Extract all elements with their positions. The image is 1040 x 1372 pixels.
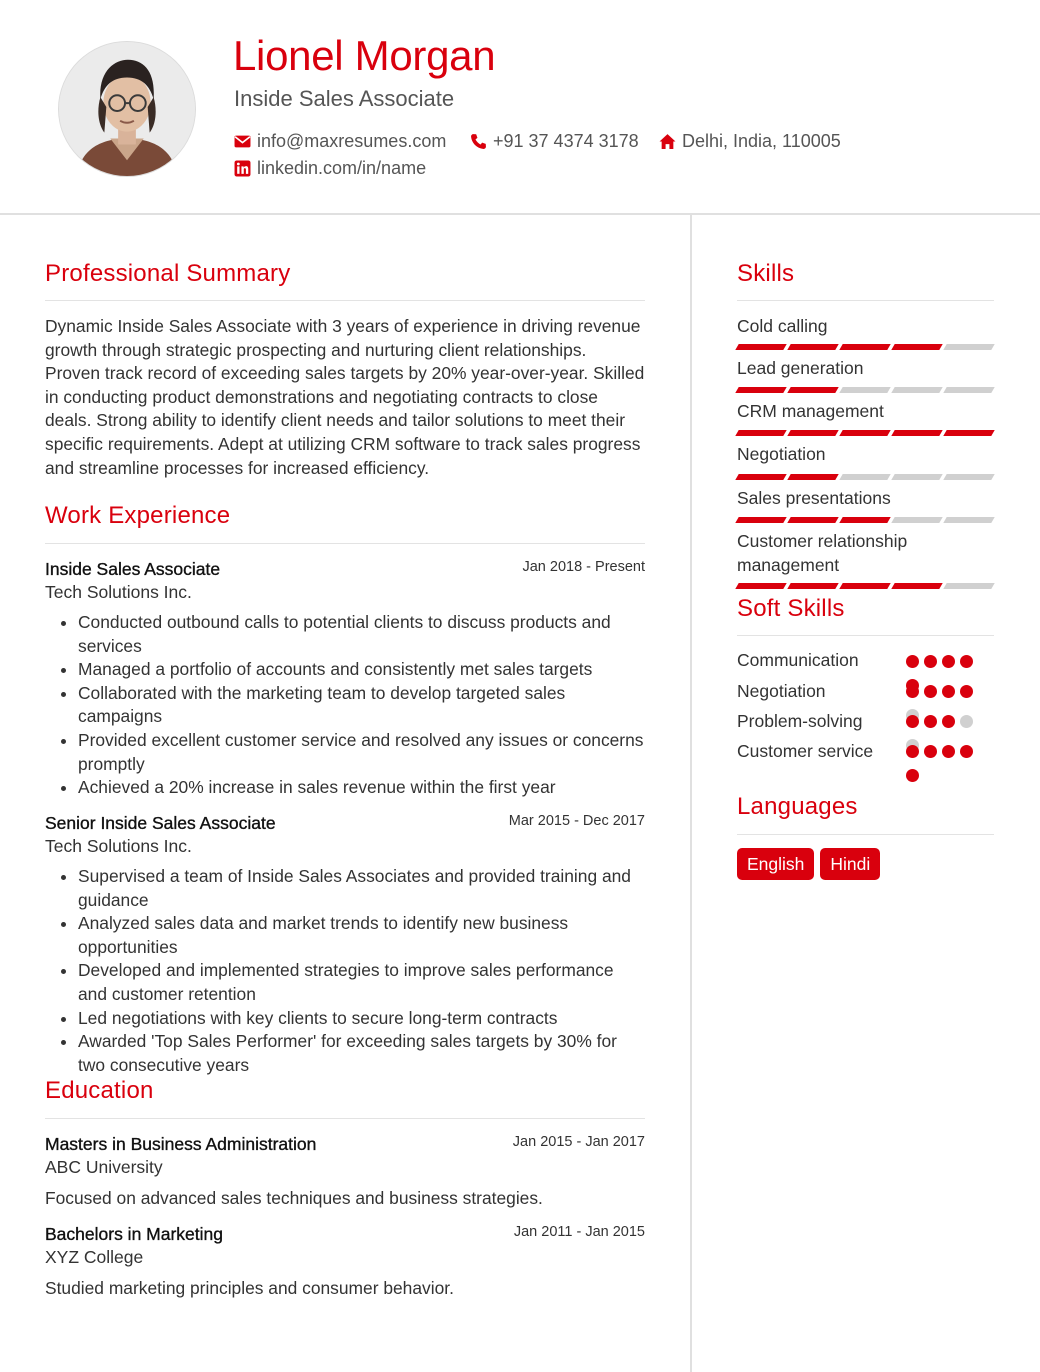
skill-item (737, 314, 993, 338)
education-entry (45, 1134, 645, 1209)
envelope-icon (234, 133, 251, 150)
skill-level-bar (737, 517, 993, 523)
summary-heading-rule (45, 300, 645, 301)
soft-skill-name: Customer service (737, 741, 874, 761)
skills-heading-rule (737, 300, 994, 301)
contact-email-text: info@maxresumes.com (257, 130, 447, 151)
skill-item (737, 442, 993, 466)
skill-segment-filled (839, 344, 890, 350)
skill-name: CRM management (737, 401, 884, 421)
contact-location-text: Delhi, India, 110005 (682, 130, 841, 151)
candidate-title: Inside Sales Associate (234, 86, 455, 111)
skill-name: Customer relationship management (737, 531, 908, 575)
skill-segment-empty (943, 517, 994, 523)
language-badge: Hindi (820, 848, 880, 880)
job-bullet: • Conducted outbound calls to potential clients to discuss products and services (78, 611, 645, 658)
skill-level-bar (737, 430, 993, 436)
job-entry (45, 559, 645, 800)
languages-heading-rule (737, 834, 994, 835)
languages-heading: Languages (737, 793, 858, 820)
rating-dot-filled (942, 715, 955, 728)
education-date: Jan 2015 - Jan 2017 (512, 1134, 645, 1150)
skill-segment-filled (891, 344, 942, 350)
skill-name: Cold calling (737, 316, 828, 336)
education-description: Studied marketing principles and consumer behavior. (45, 1278, 454, 1298)
skill-segment-empty (943, 583, 994, 589)
rating-dot-filled (906, 769, 919, 782)
education-school: XYZ College (45, 1247, 144, 1267)
job-bullet: • Led negotiations with key clients to secure long-term contracts (78, 1007, 645, 1031)
education-degree: Masters in Business Administration (45, 1134, 317, 1154)
rating-dot-filled (960, 685, 973, 698)
profile-photo (58, 41, 196, 177)
job-bullet: • Developed and implemented strategies to improve sales performance and customer retention (78, 959, 645, 1006)
home-icon (659, 133, 676, 150)
skill-level-bar (737, 344, 993, 350)
rating-dot-filled (906, 715, 919, 728)
soft-skills-heading: Soft Skills (737, 595, 845, 622)
education-date: Jan 2011 - Jan 2015 (513, 1224, 645, 1240)
skill-segment-filled (787, 344, 838, 350)
education-degree: Bachelors in Marketing (45, 1224, 223, 1244)
skill-segment-filled (787, 517, 838, 523)
skill-segment-empty (839, 387, 890, 393)
skill-segment-empty (943, 474, 994, 480)
skill-segment-filled (735, 344, 786, 350)
linkedin-icon (234, 160, 251, 177)
experience-heading: Work Experience (45, 502, 231, 529)
skill-segment-empty (891, 517, 942, 523)
skill-segment-empty (891, 387, 942, 393)
skill-level-bar (737, 474, 993, 480)
skill-segment-filled (839, 583, 890, 589)
skill-name: Sales presentations (737, 488, 891, 508)
resume-header (0, 0, 1040, 215)
skill-item (737, 399, 993, 423)
soft-skills-heading-rule (737, 635, 994, 636)
skill-segment-filled (943, 430, 994, 436)
job-bullet: • Analyzed sales data and market trends to identify new business opportunities (78, 912, 645, 959)
skill-segment-filled (735, 474, 786, 480)
rating-dot-empty (960, 715, 973, 728)
skill-segment-filled (735, 583, 786, 589)
contact-location (659, 129, 841, 153)
education-heading: Education (45, 1077, 154, 1104)
rating-dot-filled (906, 745, 919, 758)
job-bullet: • Achieved a 20% increase in sales revenue within the first year (78, 776, 645, 800)
job-role: Senior Inside Sales Associate (45, 813, 276, 833)
job-bullets (45, 611, 645, 800)
skill-segment-empty (839, 474, 890, 480)
experience-heading-rule (45, 543, 645, 544)
skill-name: Lead generation (737, 358, 864, 378)
contact-phone[interactable] (470, 129, 639, 153)
education-heading-rule (45, 1118, 645, 1119)
job-date: Mar 2015 - Dec 2017 (508, 813, 645, 829)
languages-list (737, 848, 880, 880)
job-entry (45, 813, 645, 1077)
skills-heading: Skills (737, 260, 795, 287)
soft-skill-name: Negotiation (737, 681, 826, 701)
contact-linkedin-text: linkedin.com/in/name (257, 157, 427, 178)
skill-item (737, 529, 937, 577)
contact-linkedin[interactable] (234, 156, 426, 180)
education-description: Focused on advanced sales techniques and business strategies. (45, 1188, 543, 1208)
candidate-name: Lionel Morgan (233, 32, 496, 79)
rating-dot-filled (960, 745, 973, 758)
job-bullets (45, 865, 645, 1077)
phone-icon (470, 133, 487, 150)
rating-dot-filled (924, 715, 937, 728)
column-divider (690, 215, 692, 1372)
profile-photo-icon (59, 42, 195, 176)
job-company: Tech Solutions Inc. (45, 836, 192, 856)
contact-email[interactable] (234, 129, 446, 153)
job-date: Jan 2018 - Present (522, 559, 645, 575)
skill-segment-filled (839, 517, 890, 523)
rating-dot-filled (942, 655, 955, 668)
job-role: Inside Sales Associate (45, 559, 221, 579)
skill-segment-empty (943, 344, 994, 350)
skill-segment-filled (735, 387, 786, 393)
rating-dot-filled (924, 655, 937, 668)
soft-skill-dots (906, 745, 986, 785)
skill-segment-filled (787, 583, 838, 589)
summary-heading: Professional Summary (45, 260, 291, 287)
skill-item (737, 356, 993, 380)
job-bullet: • Awarded 'Top Sales Performer' for exceeding sales targets by 30% for two consecutive years (78, 1030, 645, 1077)
skill-segment-filled (735, 430, 786, 436)
skill-segment-filled (735, 517, 786, 523)
skill-level-bar (737, 583, 993, 589)
skill-segment-filled (891, 430, 942, 436)
rating-dot-filled (942, 745, 955, 758)
skill-item (737, 486, 993, 510)
education-entry (45, 1224, 645, 1299)
soft-skill-name: Problem-solving (737, 711, 863, 731)
skill-segment-filled (787, 430, 838, 436)
skill-segment-filled (839, 430, 890, 436)
job-company: Tech Solutions Inc. (45, 582, 192, 602)
skill-segment-filled (787, 474, 838, 480)
rating-dot-filled (924, 685, 937, 698)
skill-segment-filled (787, 387, 838, 393)
job-bullet: • Provided excellent customer service and resolved any issues or concerns promptly (78, 729, 645, 776)
summary-text: Dynamic Inside Sales Associate with 3 years of experience in driving revenue growth through strategic prospecting and nurturing client relationships. Proven track record of exceeding sales targets by 20% year-over-year. Skilled in conducting product demonstrations and negotiating contracts to close deals. Strong ability to identify client needs and tailor solutions to meet their specific requirements. Adept at utilizing CRM software to track sales progress and streamline processes for increased efficiency. (45, 316, 645, 478)
language-badge: English (737, 848, 814, 880)
rating-dot-filled (942, 685, 955, 698)
job-bullet: • Managed a portfolio of accounts and consistently met sales targets (78, 658, 645, 682)
soft-skill-name: Communication (737, 650, 859, 670)
rating-dot-filled (960, 655, 973, 668)
rating-dot-filled (906, 655, 919, 668)
skill-name: Negotiation (737, 444, 826, 464)
education-school: ABC University (45, 1157, 163, 1177)
skill-segment-empty (943, 387, 994, 393)
rating-dot-filled (924, 745, 937, 758)
skill-level-bar (737, 387, 993, 393)
skill-segment-empty (891, 474, 942, 480)
contact-phone-text: +91 37 4374 3178 (493, 130, 639, 151)
job-bullet: • Supervised a team of Inside Sales Associates and provided training and guidance (78, 865, 645, 912)
job-bullet: • Collaborated with the marketing team to develop targeted sales campaigns (78, 682, 645, 729)
skill-segment-filled (891, 583, 942, 589)
rating-dot-filled (906, 685, 919, 698)
